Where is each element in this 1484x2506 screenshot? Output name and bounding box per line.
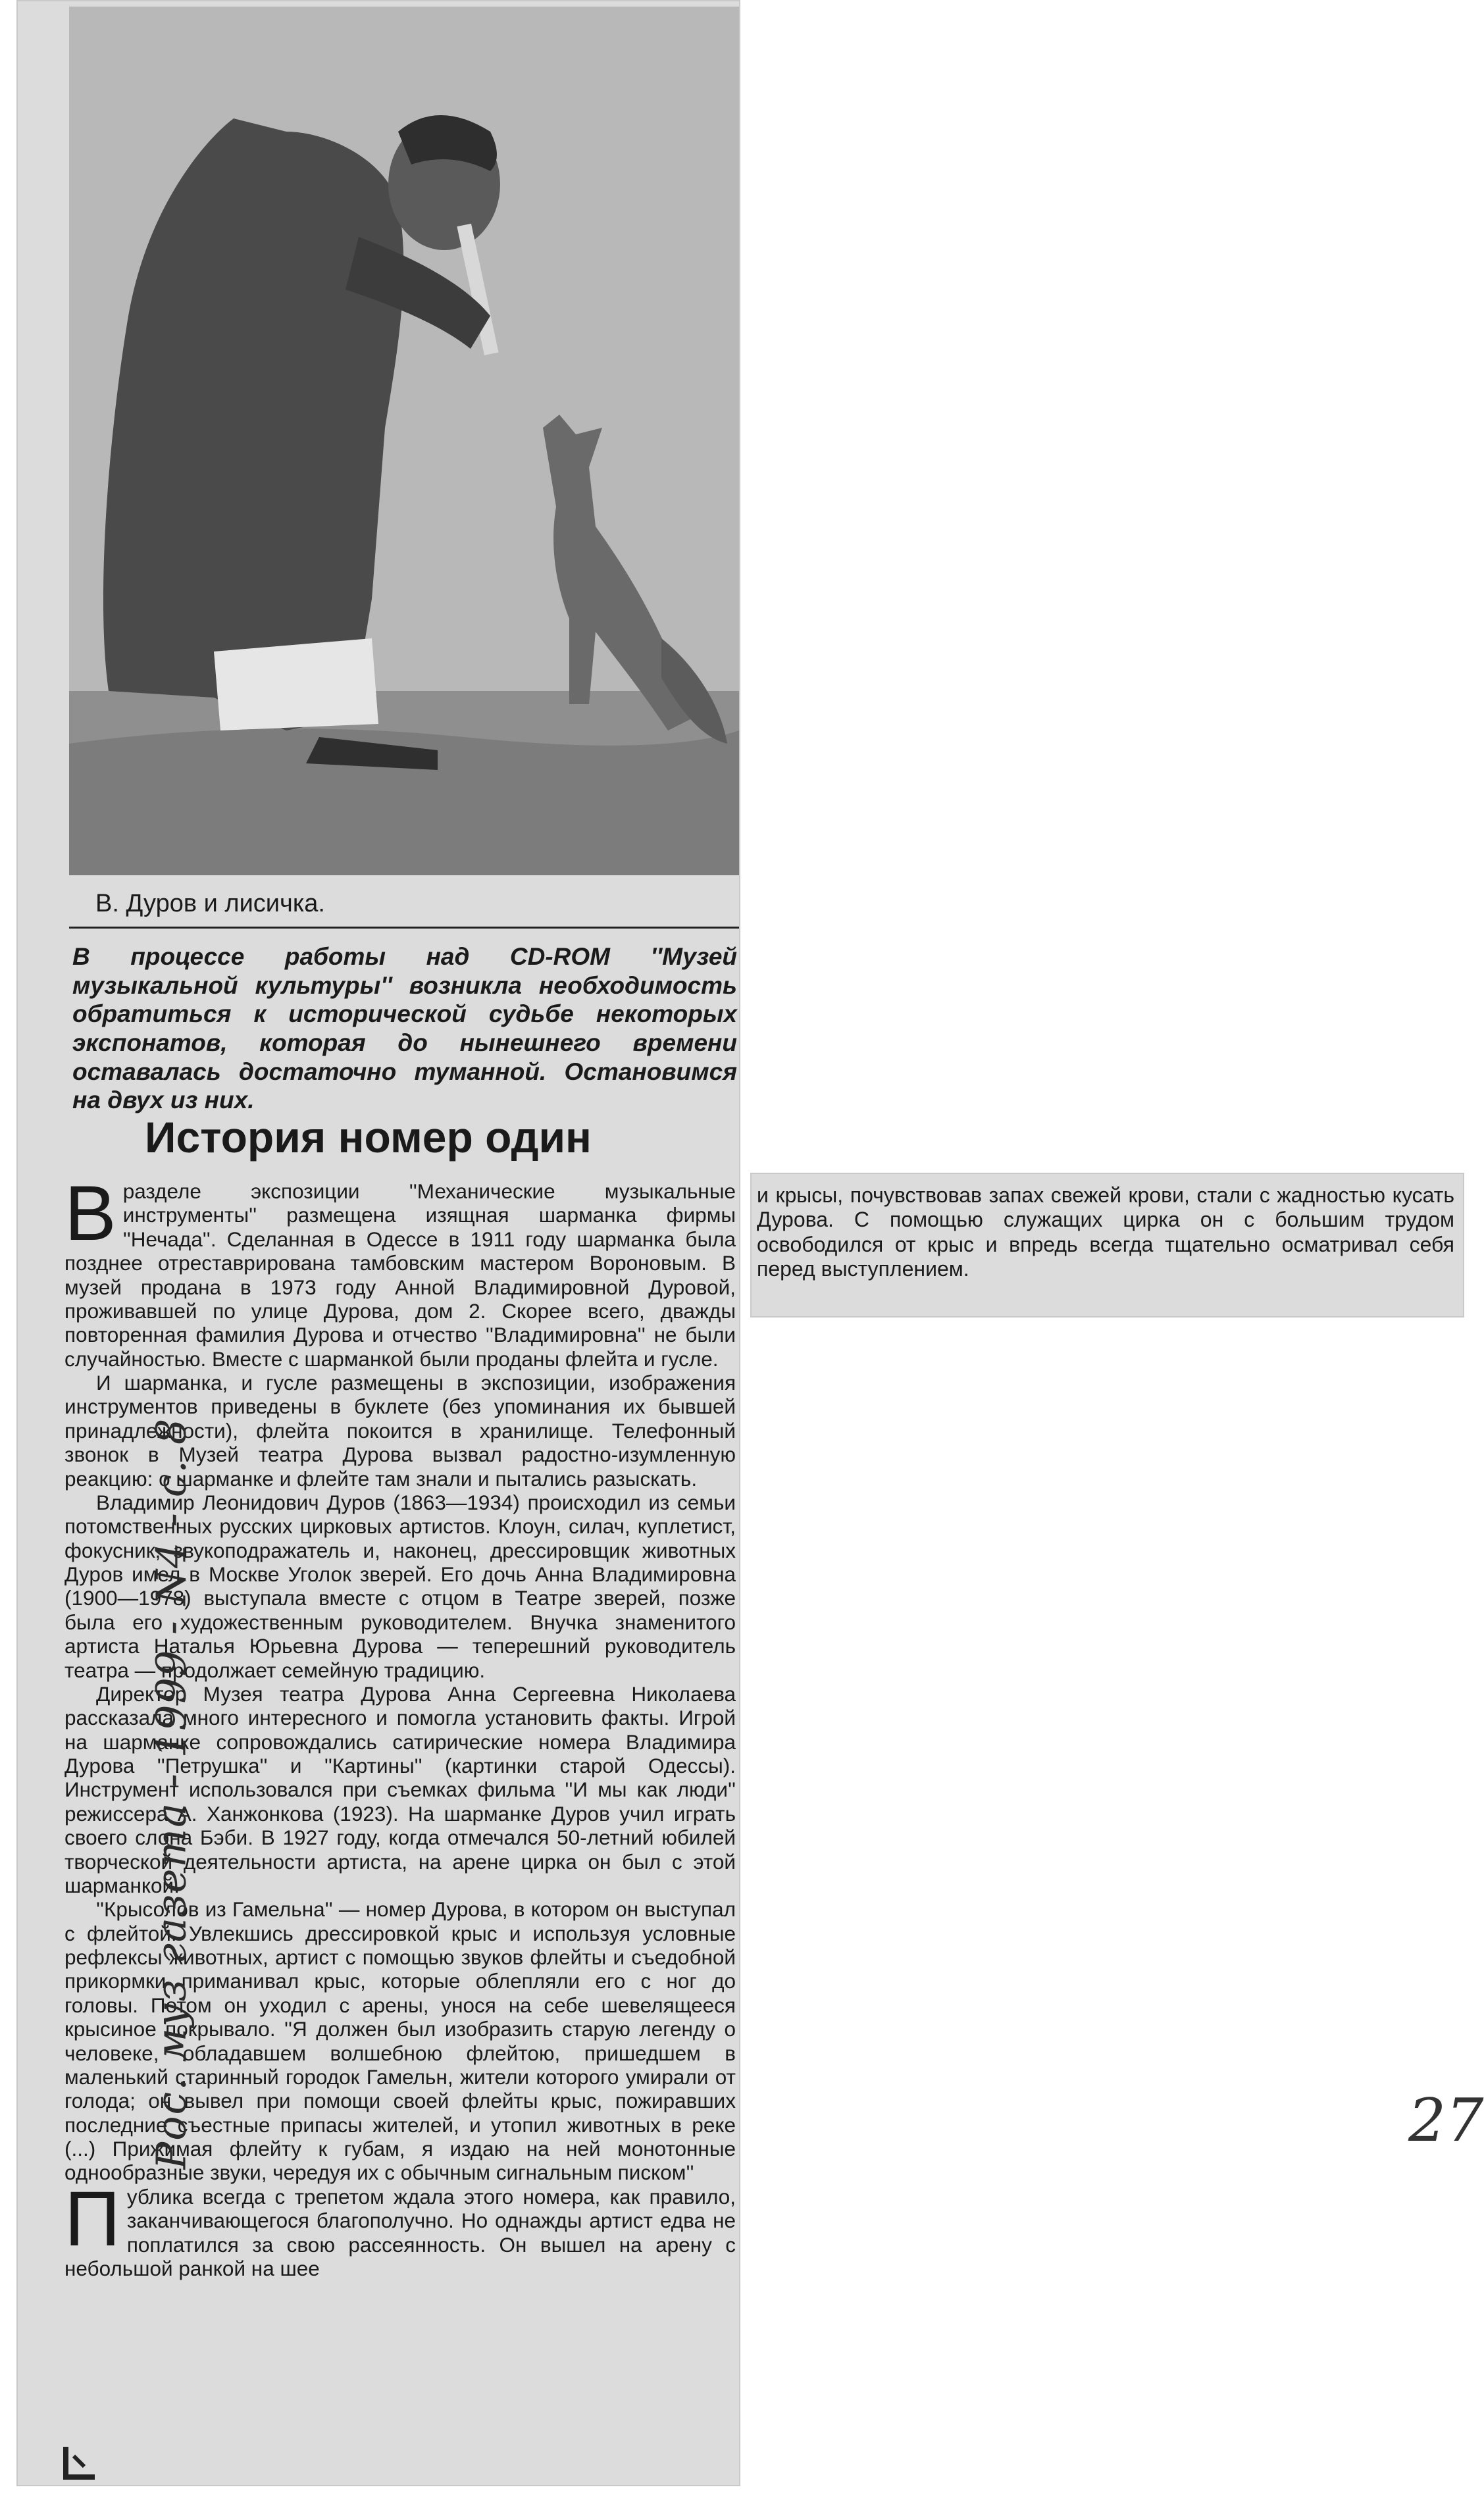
article-lede: В процессе работы над CD-ROM ''Музей музыкальной культуры'' возникла необходимость обратиться к исторической судьбе некоторых экспонатов, которая до нынешнего времени оставалась достаточно туманной. Остановимся на двух из них. (72, 943, 744, 1114)
paragraph-3: Владимир Леонидович Дуров (1863—1934) происходил из семьи потомственных русских цирковых артистов. Клоун, силач, куплетист, фокусник, звукоподражатель и, наконец, дрессировщик животных Дуров имел в Москве Уголок зверей. Его дочь Анна Владимировна (1900—1978) выступала вместе с отцом в Театре зверей, позже была его художественным руководителем. Внучка знаменитого артиста Наталья Юрьевна Дурова — теперешний руководитель театра — продолжает семейную традицию. (64, 1490, 736, 1682)
photo-durov-with-fox (69, 7, 739, 875)
paragraph-1-text: разделе экспозиции ''Механические музыкальные инструменты'' размещена изящная шарманка фирмы ''Нечада''. Сделанная в Одессе в 1911 году шарманка была позднее отреставрирована тамбовским мастером Вороновым. В музей продана в 1973 году Анной Владимировной Дуровой, проживавшей по улице Дурова, дом 2. Скорее всего, дважды повторенная фамилия Дурова и отчество ''Владимировна'' не были случайностью. Вместе с шарманкой были проданы флейта и гусле. (64, 1179, 736, 1371)
paragraph-2: И шарманка, и гусле размещены в экспозиции, изображения инструментов приведены в буклете (без упоминания их бывшей принадлежности), флейта покоится в хранилище. Телефонный звонок в Музей театра Дурова вызвал радостно-изумленную реакцию: о шарманке и флейте там знали и пытались разыскать. (64, 1371, 736, 1491)
paragraph-6-text: ублика всегда с трепетом ждала этого номера, как правило, заканчивающегося благополучно. Но однажды артист едва не поплатился за свою рассеянность. Он вышел на арену с небольшой ранкой на шее (64, 2184, 736, 2280)
end-mark-icon (61, 2443, 100, 2482)
article-continuation (757, 1183, 1454, 1282)
drop-cap: В (64, 1170, 116, 1257)
photo-illustration (69, 7, 739, 875)
article-headline: История номер один (145, 1113, 592, 1162)
handwritten-page-number: 27 (1408, 2086, 1484, 2155)
caption-divider (69, 927, 739, 929)
drop-cap: П (64, 2175, 120, 2263)
photo-caption: В. Дуров и лисичка. (95, 890, 325, 917)
handwritten-source-note: Рос. муз газета - 1999 - N4 - с. 8 (147, 1417, 195, 2170)
paragraph-4: Директор Музея театра Дурова Анна Сергеевна Николаева рассказала много интересного и помогла установить факты. Игрой на шарманке сопровождались сатирические номера Владимира Дурова ''Петрушка'' и ''Картины'' (картинки старой Одессы). Инструмент использовался при съемках фильма ''И мы как люди'' режиссера А. Ханжонкова (1923). На шарманке Дуров учил играть своего слона Бэби. В 1927 году, когда отмечался 50-летний юбилей творческой деятельности артиста, на арене цирка он был с этой шарманкой. (64, 1681, 736, 1897)
paragraph-6 (64, 2175, 736, 2281)
paragraph-5: ''Крысолов из Гамельна'' — номер Дурова, в котором он выступал с флейтой. Увлекшись дрессировкой крыс и используя условные рефлексы животных, артист с помощью звуков флейты и съедобной прикормки приманивал крыс, которые облепляли его с ног до головы. Потом он уходил с арены, унося на себе шевелящееся крысиное покрывало. ''Я должен был изобразить старую легенду о человеке, обладавшем волшебною флейтою, пришедшем в маленький старинный городок Гамельн, жители которого умирали от голода; он вывел при помощи своей флейты крыс, пожиравших последние съестные припасы жителей, и утопил животных в реке (...) Прижимая флейту к губам, я издаю на ней монотонные однообразные звуки, чередуя их с обычным сигнальным писком'' (64, 1897, 736, 2185)
continuation-text: и крысы, почувствовав запах свежей крови, стали с жадностью кусать Дурова. С помощью служащих цирка он с большим трудом освободился от крыс и впредь всегда тщательно осматривал себя перед выступлением. (757, 1183, 1454, 1281)
